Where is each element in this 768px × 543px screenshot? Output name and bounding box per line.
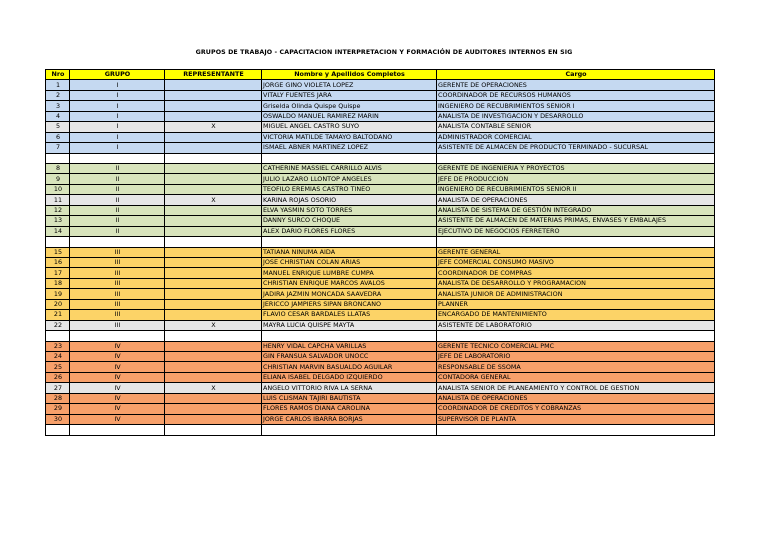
- cell-nombre: LUIS CLISMAN TAJIRI BAUTISTA: [262, 393, 437, 403]
- cell-nombre: ANGELO VITTORIO RIVA LA SERNA: [262, 383, 437, 393]
- cell-cargo: GERENTE DE INGENIERIA Y PROYECTOS: [437, 164, 715, 174]
- cell-cargo: INGENIERO DE RECUBRIMIENTOS SENIOR I: [437, 101, 715, 111]
- empty-cell: [46, 153, 70, 164]
- empty-cell: [437, 237, 715, 248]
- group-separator-row: [46, 153, 715, 164]
- cell-nombre: JULIO LAZARO LLONTOP ANGELES: [262, 174, 437, 184]
- empty-cell: [70, 237, 165, 248]
- cell-representante: X: [165, 383, 262, 393]
- cell-nro: 16: [46, 258, 70, 268]
- cell-cargo: GERENTE GENERAL: [437, 247, 715, 257]
- cell-nro: 13: [46, 216, 70, 226]
- group-separator-row: [46, 237, 715, 248]
- page-title: GRUPOS DE TRABAJO - CAPACITACION INTERPRETACION Y FORMACIÓN DE AUDITORES INTERNOS EN SIG: [195, 49, 573, 56]
- cell-nombre: JADIRA JAZMIN MONCADA SAAVEDRA: [262, 289, 437, 299]
- cell-grupo: II: [70, 195, 165, 205]
- cell-grupo: II: [70, 174, 165, 184]
- cell-cargo: COORDINADOR DE CREDITOS Y COBRANZAS: [437, 404, 715, 414]
- cell-nombre: TEOFILO EREMIAS CASTRO TINEO: [262, 184, 437, 194]
- empty-cell: [70, 153, 165, 164]
- table-row: [46, 341, 715, 351]
- cell-nombre: TATIANA NINUMA AIDA: [262, 247, 437, 257]
- cell-nro: 25: [46, 362, 70, 372]
- cell-nombre: ELVA YASMIN SOTO TORRES: [262, 205, 437, 215]
- cell-grupo: IV: [70, 404, 165, 414]
- cell-nombre: MAYRA LUCIA QUISPE MAYTA: [262, 320, 437, 330]
- cell-nro: 24: [46, 352, 70, 362]
- table-row: [46, 383, 715, 393]
- cell-representante: [165, 278, 262, 288]
- cell-nombre: DANNY SURCO CHOQUE: [262, 216, 437, 226]
- cell-nombre: MANUEL ENRIQUE LUMBRE CUMPA: [262, 268, 437, 278]
- cell-grupo: IV: [70, 393, 165, 403]
- cell-nro: 8: [46, 164, 70, 174]
- cell-nro: 12: [46, 205, 70, 215]
- cell-representante: [165, 184, 262, 194]
- groups-table: [45, 69, 715, 436]
- cell-nro: 11: [46, 195, 70, 205]
- cell-nombre: VICTORIA MATILDE TAMAYO BALTODANO: [262, 132, 437, 142]
- cell-representante: [165, 393, 262, 403]
- empty-cell: [437, 331, 715, 342]
- cell-grupo: III: [70, 289, 165, 299]
- cell-representante: [165, 111, 262, 121]
- cell-representante: [165, 404, 262, 414]
- cell-cargo: COORDINADOR DE RECURSOS HUMANOS: [437, 90, 715, 100]
- empty-cell: [262, 425, 437, 435]
- cell-nombre: JORGE GINO VIOLETA LOPEZ: [262, 80, 437, 90]
- table-row: [46, 195, 715, 205]
- cell-nombre: ISMAEL ABNER MARTINEZ LOPEZ: [262, 143, 437, 153]
- cell-nro: 20: [46, 299, 70, 309]
- cell-cargo: ANALISTA JUNIOR DE ADMINISTRACION: [437, 289, 715, 299]
- cell-cargo: RESPONSABLE DE SSOMA: [437, 362, 715, 372]
- cell-representante: [165, 80, 262, 90]
- table-row: [46, 132, 715, 142]
- cell-nro: 2: [46, 90, 70, 100]
- table-row: [46, 205, 715, 215]
- table-row: [46, 216, 715, 226]
- empty-cell: [262, 331, 437, 342]
- table-row: [46, 310, 715, 320]
- table-row: [46, 174, 715, 184]
- cell-representante: [165, 299, 262, 309]
- cell-representante: [165, 352, 262, 362]
- cell-grupo: III: [70, 268, 165, 278]
- cell-cargo: ADMINISTRADOR COMERCIAL: [437, 132, 715, 142]
- group-separator-row: [46, 331, 715, 342]
- empty-cell: [165, 153, 262, 164]
- header-representante: REPRESENTANTE: [165, 70, 262, 80]
- cell-representante: [165, 268, 262, 278]
- cell-grupo: II: [70, 226, 165, 236]
- table-row: [46, 289, 715, 299]
- table-row: [46, 80, 715, 90]
- table-row: [46, 362, 715, 372]
- cell-grupo: I: [70, 111, 165, 121]
- cell-nro: 15: [46, 247, 70, 257]
- cell-nombre: GIN FRANSUA SALVADOR UNOCC: [262, 352, 437, 362]
- cell-cargo: ANALISTA DE SISTEMA DE GESTIÓN INTEGRADO: [437, 205, 715, 215]
- table-row: [46, 372, 715, 382]
- table-row: [46, 226, 715, 236]
- cell-nombre: CHRISTIAN ENRIQUE MARCOS AVALOS: [262, 278, 437, 288]
- cell-representante: [165, 216, 262, 226]
- cell-nro: 3: [46, 101, 70, 111]
- cell-nombre: ELIANA ISABEL DELGADO IZQUIERDO: [262, 372, 437, 382]
- table-row: [46, 404, 715, 414]
- cell-representante: [165, 101, 262, 111]
- cell-representante: [165, 205, 262, 215]
- cell-nombre: HENRY VIDAL CAPCHA VARILLAS: [262, 341, 437, 351]
- header-row: [46, 70, 715, 80]
- cell-nombre: CATHERINE MASSIEL CARRILLO ALVIS: [262, 164, 437, 174]
- cell-grupo: II: [70, 164, 165, 174]
- cell-representante: [165, 247, 262, 257]
- table-row: [46, 414, 715, 424]
- cell-cargo: ANALISTA DE OPERACIONES: [437, 195, 715, 205]
- empty-cell: [46, 425, 70, 435]
- cell-representante: X: [165, 320, 262, 330]
- cell-nro: 1: [46, 80, 70, 90]
- cell-grupo: I: [70, 132, 165, 142]
- cell-cargo: ASISTENTE DE LABORATORIO: [437, 320, 715, 330]
- cell-cargo: ANALISTA SENIOR DE PLANEAMIENTO Y CONTROL DE GESTION: [437, 383, 715, 393]
- header-cargo: Cargo: [437, 70, 715, 80]
- cell-cargo: ANALISTA DE INVESTIGACION Y DESARROLLO: [437, 111, 715, 121]
- empty-cell: [437, 425, 715, 435]
- cell-cargo: CONTADORA GENERAL: [437, 372, 715, 382]
- cell-representante: [165, 174, 262, 184]
- cell-grupo: IV: [70, 383, 165, 393]
- cell-grupo: III: [70, 320, 165, 330]
- cell-cargo: INGENIERO DE RECUBRIMIENTOS SENIOR II: [437, 184, 715, 194]
- empty-cell: [165, 237, 262, 248]
- cell-nombre: KARINA ROJAS OSORIO: [262, 195, 437, 205]
- table-row: [46, 268, 715, 278]
- cell-nro: 18: [46, 278, 70, 288]
- cell-cargo: ANALISTA DE DESARROLLO Y PROGRAMACION: [437, 278, 715, 288]
- empty-cell: [70, 425, 165, 435]
- cell-representante: [165, 143, 262, 153]
- cell-grupo: III: [70, 310, 165, 320]
- cell-nombre: CHRISTIAN MARVIN BASUALDO AGUILAR: [262, 362, 437, 372]
- header-grupo: GRUPO: [70, 70, 165, 80]
- cell-representante: [165, 132, 262, 142]
- cell-nro: 7: [46, 143, 70, 153]
- cell-nro: 4: [46, 111, 70, 121]
- cell-representante: [165, 372, 262, 382]
- cell-cargo: ASISTENTE DE ALMACEN DE MATERIAS PRIMAS, ENVASES Y EMBALAJES: [437, 216, 715, 226]
- table-row: [46, 320, 715, 330]
- empty-row: [46, 425, 715, 435]
- cell-grupo: II: [70, 205, 165, 215]
- empty-cell: [437, 153, 715, 164]
- cell-nro: 9: [46, 174, 70, 184]
- cell-grupo: I: [70, 101, 165, 111]
- cell-cargo: GERENTE DE OPERACIONES: [437, 80, 715, 90]
- cell-nombre: FLORES RAMOS DIANA CAROLINA: [262, 404, 437, 414]
- cell-grupo: III: [70, 258, 165, 268]
- cell-nro: 5: [46, 122, 70, 132]
- cell-representante: [165, 362, 262, 372]
- table-row: [46, 101, 715, 111]
- cell-nro: 22: [46, 320, 70, 330]
- cell-grupo: IV: [70, 362, 165, 372]
- empty-cell: [165, 425, 262, 435]
- cell-nombre: OSWALDO MANUEL RAMIREZ MARIN: [262, 111, 437, 121]
- cell-cargo: PLANNER: [437, 299, 715, 309]
- cell-nro: 14: [46, 226, 70, 236]
- table-row: [46, 352, 715, 362]
- cell-cargo: SUPERVISOR DE PLANTA: [437, 414, 715, 424]
- cell-cargo: ASISTENTE DE ALMACEN DE PRODUCTO TERMINADO - SUCURSAL: [437, 143, 715, 153]
- cell-representante: [165, 289, 262, 299]
- table-row: [46, 278, 715, 288]
- table-row: [46, 164, 715, 174]
- table-row: [46, 90, 715, 100]
- cell-representante: [165, 414, 262, 424]
- cell-grupo: III: [70, 299, 165, 309]
- cell-grupo: I: [70, 122, 165, 132]
- cell-grupo: IV: [70, 414, 165, 424]
- cell-grupo: II: [70, 184, 165, 194]
- cell-representante: [165, 226, 262, 236]
- cell-representante: [165, 341, 262, 351]
- cell-cargo: JEFE DE PRODUCCION: [437, 174, 715, 184]
- cell-nro: 26: [46, 372, 70, 382]
- empty-cell: [70, 331, 165, 342]
- cell-nro: 28: [46, 393, 70, 403]
- cell-nombre: FLAVIO CESAR BARDALES LLATAS: [262, 310, 437, 320]
- cell-nro: 17: [46, 268, 70, 278]
- table-row: [46, 258, 715, 268]
- cell-cargo: ENCARGADO DE MANTENIMIENTO: [437, 310, 715, 320]
- header-nro: Nro: [46, 70, 70, 80]
- table-row: [46, 393, 715, 403]
- cell-representante: [165, 164, 262, 174]
- table-row: [46, 143, 715, 153]
- cell-grupo: IV: [70, 341, 165, 351]
- cell-nro: 27: [46, 383, 70, 393]
- table-row: [46, 111, 715, 121]
- table-row: [46, 184, 715, 194]
- cell-cargo: GERENTE TECNICO COMERCIAL PMC: [437, 341, 715, 351]
- header-nombre: Nombre y Apellidos Completos: [262, 70, 437, 80]
- cell-grupo: III: [70, 278, 165, 288]
- cell-nombre: ALEX DARIO FLORES FLORES: [262, 226, 437, 236]
- cell-grupo: I: [70, 90, 165, 100]
- cell-grupo: II: [70, 216, 165, 226]
- cell-representante: X: [165, 195, 262, 205]
- cell-nombre: MIGUEL ANGEL CASTRO SUYO: [262, 122, 437, 132]
- cell-cargo: EJECUTIVO DE NEGOCIOS FERRETERO: [437, 226, 715, 236]
- cell-representante: [165, 90, 262, 100]
- cell-nro: 19: [46, 289, 70, 299]
- cell-nro: 21: [46, 310, 70, 320]
- table-row: [46, 299, 715, 309]
- cell-cargo: ANALISTA DE OPERACIONES: [437, 393, 715, 403]
- empty-cell: [262, 153, 437, 164]
- cell-cargo: JEFE COMERCIAL CONSUMO MASIVO: [437, 258, 715, 268]
- cell-cargo: ANALISTA CONTABLE SENIOR: [437, 122, 715, 132]
- cell-nro: 30: [46, 414, 70, 424]
- cell-nombre: VITALY FUENTES JARA: [262, 90, 437, 100]
- cell-representante: X: [165, 122, 262, 132]
- cell-grupo: III: [70, 247, 165, 257]
- cell-nro: 29: [46, 404, 70, 414]
- cell-grupo: I: [70, 80, 165, 90]
- empty-cell: [46, 331, 70, 342]
- empty-cell: [46, 237, 70, 248]
- cell-nro: 6: [46, 132, 70, 142]
- cell-representante: [165, 310, 262, 320]
- cell-nombre: Griselda Olinda Quispe Quispe: [262, 101, 437, 111]
- cell-grupo: I: [70, 143, 165, 153]
- cell-cargo: JEFE DE LABORATORIO: [437, 352, 715, 362]
- table-row: [46, 122, 715, 132]
- empty-cell: [165, 331, 262, 342]
- cell-nro: 10: [46, 184, 70, 194]
- cell-cargo: COORDINADOR DE COMPRAS: [437, 268, 715, 278]
- empty-cell: [262, 237, 437, 248]
- cell-nombre: JOSE CHRISTIAN COLAN ARIAS: [262, 258, 437, 268]
- cell-representante: [165, 258, 262, 268]
- cell-nombre: JORGE CARLOS IBARRA BORJAS: [262, 414, 437, 424]
- cell-nombre: JERICCO JAMPIERS SIPAN BRONCANO: [262, 299, 437, 309]
- cell-grupo: IV: [70, 352, 165, 362]
- table-body: [46, 80, 715, 435]
- cell-nro: 23: [46, 341, 70, 351]
- cell-grupo: IV: [70, 372, 165, 382]
- table-row: [46, 247, 715, 257]
